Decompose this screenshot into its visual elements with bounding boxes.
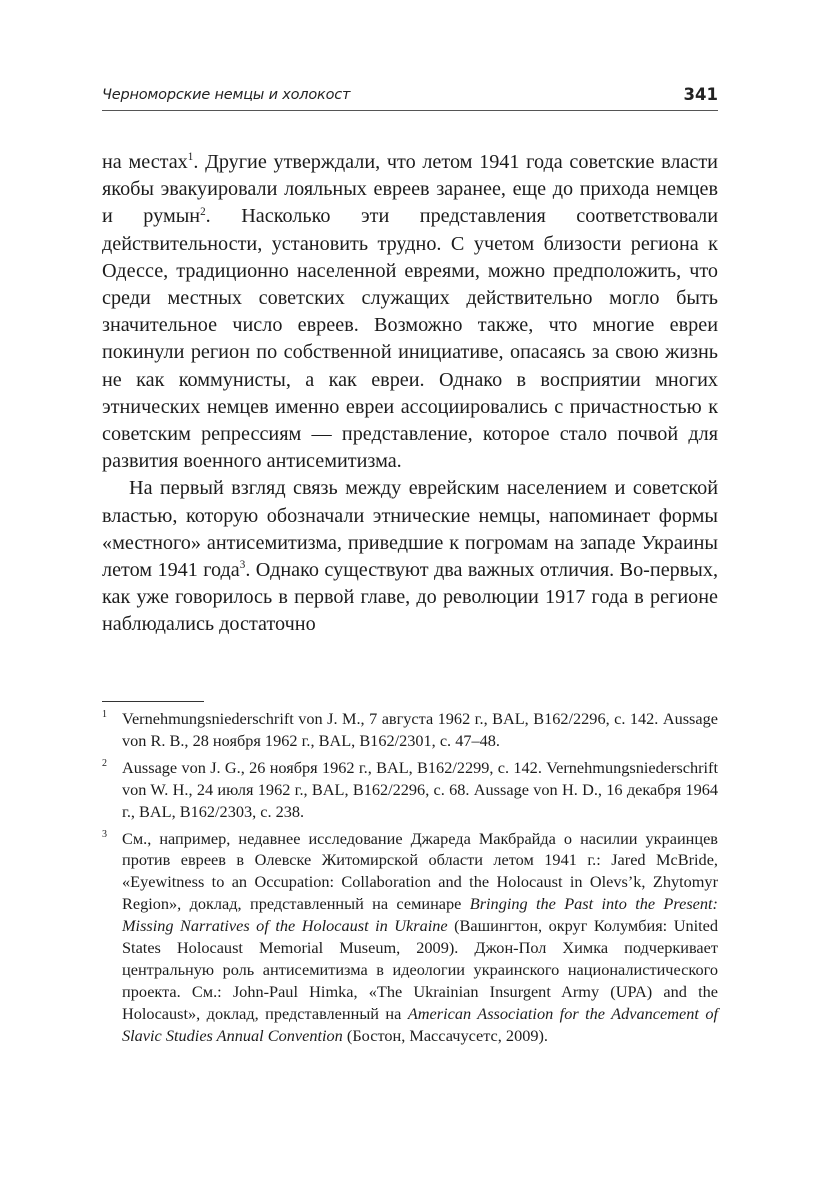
footnote-text: Aussage von J. G., 26 ноября 1962 г., BAL, B162/2299, с. 142. Vernehmungsniederschrift von W. H., 24 июля 1962 г., BAL, B162/2296, с. 68. Aussage von H. D., 16 декабря 1964 г., BAL, B162/2303, с. 238. (122, 757, 718, 821)
footnote-separator (102, 701, 204, 702)
paragraph-text: . Однако существуют два важных отличия. Во-первых, как уже говорилось в первой главе, до революции 1917 года в регионе наблюдались достаточно (102, 559, 718, 636)
footnote-ref-3: 3 (239, 559, 246, 572)
main-text (102, 149, 718, 639)
footnote-2 (102, 757, 718, 823)
footnote-text: См., например, недавнее исследование Джареда Макбрайда о насилии украинцев против евреев в Олевске Житомирской области летом 1941 г.: Jared McBride, «Eyewitness to an Occupation: Collaboration and the Holocaust in Olevs’k, Zhytomyr Region», доклад, представленный на семинаре (122, 828, 718, 914)
footnote-3 (102, 828, 718, 1047)
footnote-text: Vernehmungsniederschrift von J. M., 7 августа 1962 г., BAL, B162/2296, с. 142. Aussage von R. B., 28 ноября 1962 г., BAL, B162/2301, с. 47–48. (122, 709, 718, 750)
footnote-text: (Вашингтон, округ Колумбия: United States Holocaust Memorial Museum, 2009). Джон-Пол Химка подчеркивает центральную роль антисемитизма в идеологии украинского националистического проекта. См.: John-Paul Himka, «The Ukrainian Insurgent Army (UPA) and the Holocaust», доклад, представленный на (122, 916, 719, 1023)
footnote-mark: 1 (102, 709, 107, 720)
convention-title: American Association for the Advancement of Slavic Studies Annual Convention (122, 1003, 718, 1045)
footnote-ref-2: 2 (200, 205, 206, 218)
paragraph-text: . Другие утверждали, что летом 1941 года советские власти якобы эвакуировали лояльных евреев заранее, еще до прихода немцев и румын (102, 151, 718, 228)
footnote-mark: 2 (102, 757, 107, 769)
paragraph-text: на местах (102, 151, 188, 173)
seminar-title: Bringing the Past into the Present: Missing Narratives of the Holocaust in Ukraine (122, 894, 718, 936)
paragraph (102, 475, 718, 638)
footnote-ref-1: 1 (187, 151, 194, 164)
page-header (102, 86, 718, 111)
paragraph (102, 149, 718, 475)
paragraph-text: . Насколько эти представления соответствовали действительности, установить трудно. С учетом близости региона к Одессе, традиционно населенной евреями, можно предположить, что среди местных советских служащих действительно могло быть значительное число евреев. Возможно также, что многие евреи покинули регион по собственной инициативе, опасаясь за свою жизнь не как коммунисты, а как евреи. Однако в восприятии многих этнических немцев именно евреи ассоциировались с причастностью к советским репрессиям — представление, которое стало почвой для развития военного антисемитизма. (102, 205, 719, 473)
paragraph-text: На первый взгляд связь между еврейским населением и советской властью, которую обозначали этнические немцы, напоминает формы «местного» антисемитизма, приведшие к погромам на западе Украины летом 1941 года (102, 477, 718, 582)
running-title: Черноморские немцы и холокост (102, 87, 351, 103)
footnote-text: (Бостон, Массачусетс, 2009). (342, 1025, 548, 1045)
footnote-1 (102, 708, 718, 752)
page-number: 341 (683, 85, 718, 104)
footnote-mark: 3 (102, 828, 107, 840)
footnotes (102, 708, 718, 1052)
